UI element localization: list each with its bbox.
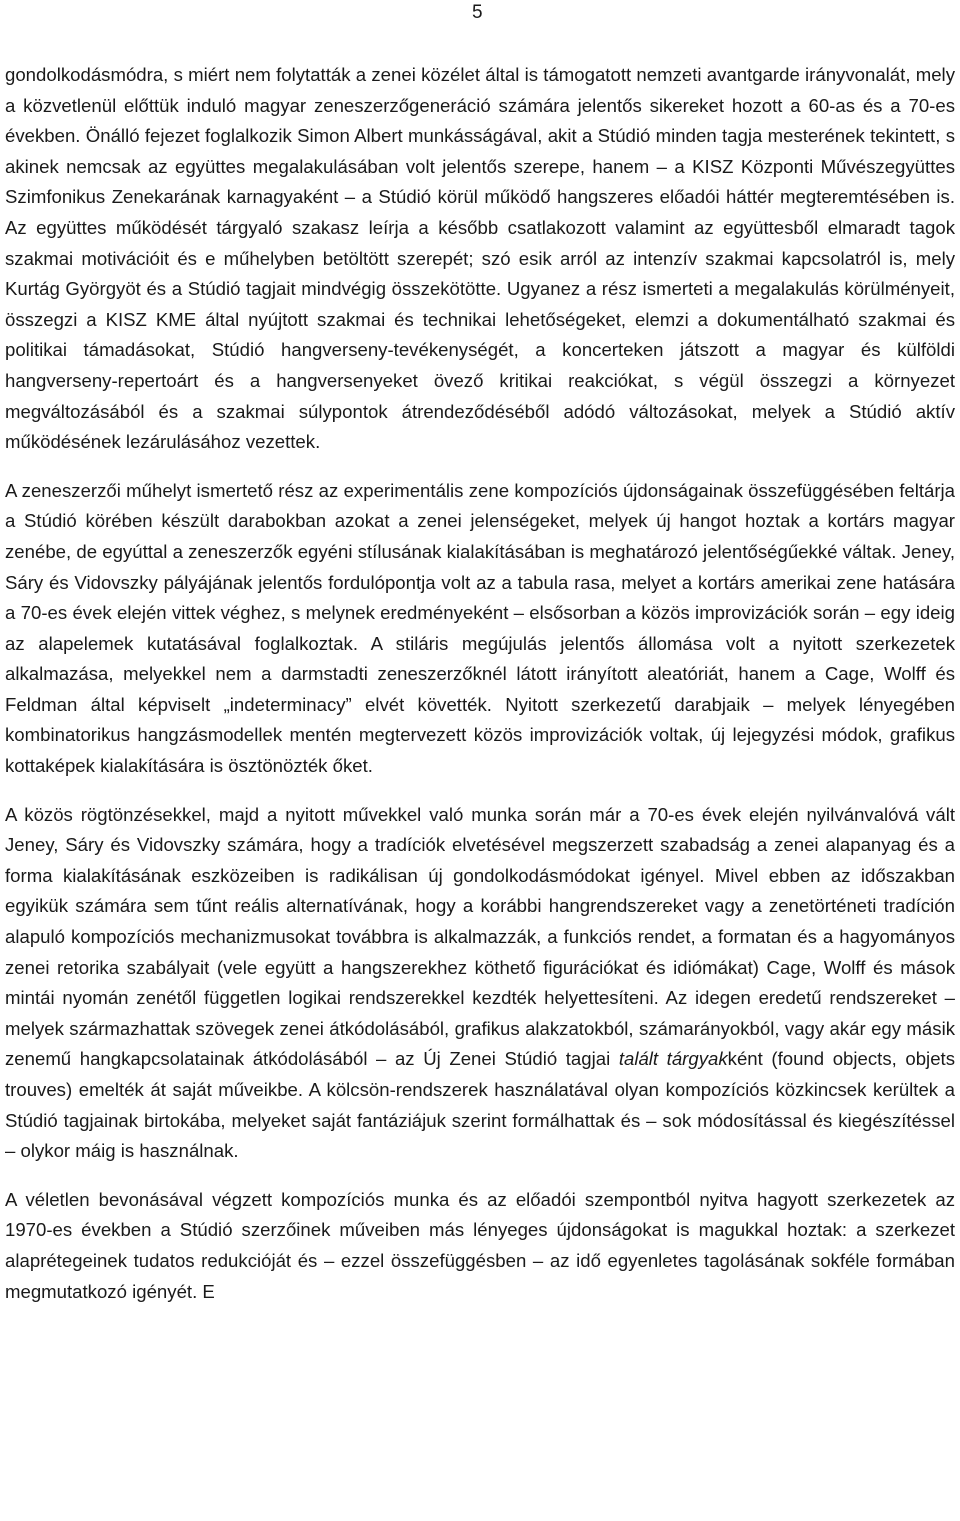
paragraph-text: A zeneszerzői műhelyt ismertető rész az experimentális zene kompozíciós újdonságainak összefüggésében feltárja a Stúdió körében készült darabokban azokat a zenei jelenségeket, melyek új hangot hoztak a kortárs magyar zenébe, de egyúttal a zeneszerzők egyéni stílusának kialakításában is meghatározó jelentőségűekké váltak. Jeney, Sáry és Vidovszky pályájának jelentős fordulópontja volt az a tabula rasa, melyet a kortárs amerikai zene hatására a 70-es évek elején vittek véghez, s melynek eredményeként – elsősorban a közös improvizációk során – egy ideig az alapelemek kutatásával foglalkoztak. A stiláris megújulás jelentős állomása volt a nyitott szerkezetek alkalmazása, melyekkel nem a darmstadti zeneszerzőknél látott irányított aleatóriát, hanem a Cage, Wolff és Feldman által képviselt „indeterminacy” elvét követték. Nyitott szerkezetű darabjaik – melyek lényegében kombinatorikus hangzásmodellek mentén megtervezett közös improvizációk voltak, új lejegyzési módok, grafikus kottaképek kialakítására is ösztönözték őket. <box>5 479 955 777</box>
paragraph-text-continued: ként (found objects, objets trouves) emelték át saját műveikbe. A kölcsön-rendszerek használatával olyan kompozíciós közkincsek kerültek a Stúdió tagjainak birtokába, melyeket saját fantáziájuk szerint formálhattak és – sok módosítással és kiegészítéssel – olykor máig is használnak. <box>5 1048 955 1162</box>
paragraph-text: A véletlen bevonásával végzett kompozíciós munka és az előadói szempontból nyitva hagyott szerkezetek az 1970-es években a Stúdió szerzőinek műveiben más lényeges újdonságokat is magukkal hoztak: a szerkezet alaprétegeinek tudatos redukcióját és – ezzel összefüggésben – az idő egyenletes tagolásának sokféle formában megmutatkozó igényét. E <box>5 1188 955 1302</box>
paragraph-1 <box>5 60 955 458</box>
page-number: 5 <box>472 2 483 23</box>
paragraph-3 <box>5 800 955 1167</box>
paragraph-2 <box>5 476 955 782</box>
document-body <box>5 60 955 1307</box>
paragraph-text: A közös rögtönzésekkel, majd a nyitott művekkel való munka során már a 70-es évek elején nyilvánvalóvá vált Jeney, Sáry és Vidovszky számára, hogy a tradíciók elvetésével megszerzett szabadság a zenei alapanyag és a forma kialakításának eszközeiben is radikálisan új gondolkodásmódokat igényel. Mivel ebben az időszakban egyikük számára sem tűnt reális alternatívának, hogy a korábbi hangrendszereket vagy a zenetörténeti tradíción alapuló kompozíciós mechanizmusokat továbbra is alkalmazzák, a funkciós rendet, a formatan és a hagyományos zenei retorika szabályait (vele együtt a hangszerekhez köthető figurációkat és idiómákat) Cage, Wolff és mások mintái nyomán zenétől független logikai rendszerekkel kezdték helyettesíteni. Az idegen eredetű rendszereket – melyek származhattak szövegek zenei átkódolásából, grafikus alakzatokból, számarányokból, vagy akár egy másik zenemű hangkapcsolatainak átkódolásából – az Új Zenei Stúdió tagjai <box>5 803 955 1070</box>
italic-phrase: talált tárgyak <box>618 1048 728 1070</box>
paragraph-text: gondolkodásmódra, s miért nem folytatták a zenei közélet által is támogatott nemzeti avantgarde irányvonalát, mely a közvetlenül előttük induló magyar zeneszerzőgeneráció számára jelentős sikereket hozott a 60-as és a 70-es években. Önálló fejezet foglalkozik Simon Albert munkásságával, akit a Stúdió minden tagja mesterének tekintett, s akinek nemcsak az együttes megalakulásában volt jelentős szerepe, hanem – a KISZ Központi Művészegyüttes Szimfonikus Zenekarának karnagyaként – a Stúdió körül működő hangszeres előadói háttér megteremtésében is. Az együttes működését tárgyaló szakasz leírja a később csatlakozott valamint az együttesből elmaradt tagok szakmai motivációit és e műhelyben betöltött szerepét; szó esik arról az intenzív szakmai kapcsolatról is, mely Kurtág Györgyöt és a Stúdió tagjait mindvégig összekötötte. Ugyanez a rész ismerteti a megalakulás körülményeit, összegzi a KISZ KME által nyújtott szakmai és technikai lehetőségeket, elemzi a dokumentálható szakmai és politikai támadásokat, Stúdió hangverseny-tevékenységét, a koncerteken játszott a magyar és külföldi hangverseny-repertoárt és a hangversenyeket övező kritikai reakciókat, s végül összegzi a környezet megváltozásából és a szakmai súlypontok átrendeződéséből adódó változásokat, melyek a Stúdió aktív működésének lezárulásához vezettek. <box>5 64 955 453</box>
paragraph-4 <box>5 1185 955 1307</box>
